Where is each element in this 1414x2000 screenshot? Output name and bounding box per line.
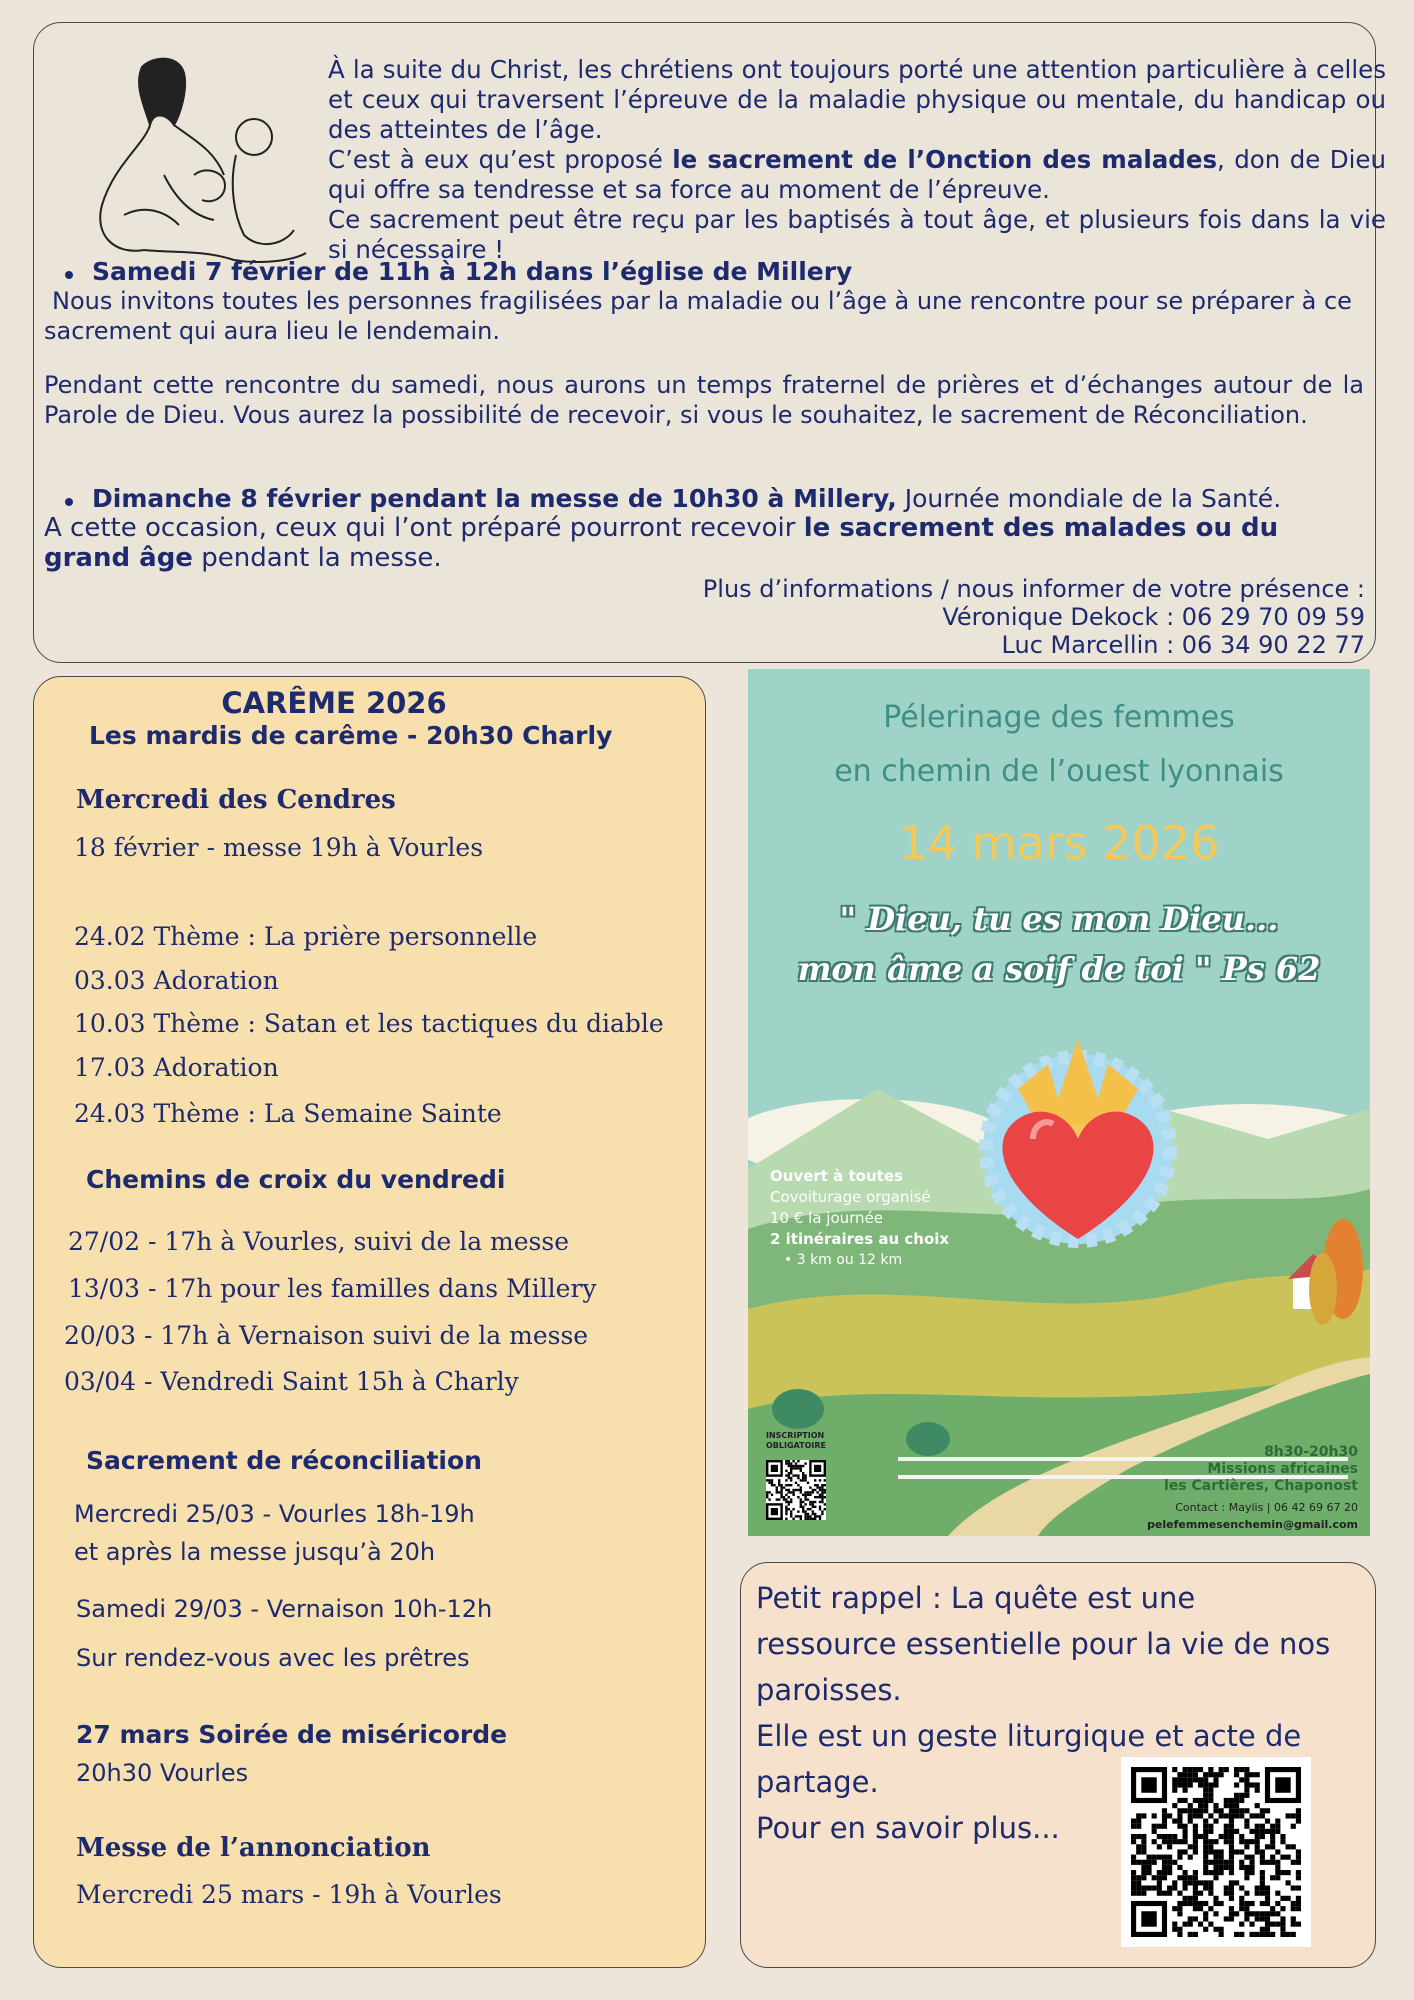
reconciliation-line: Sur rendez-vous avec les prêtres (76, 1644, 470, 1672)
croix-item: 27/02 - 17h à Vourles, suivi de la messe (68, 1227, 570, 1256)
reconciliation-heading: Sacrement de réconciliation (86, 1446, 482, 1475)
illustration-christ-healing-icon (84, 55, 314, 270)
poster-place: les Cartières, Chaponost (1164, 1478, 1358, 1494)
careme-title: CARÊME 2026 (221, 686, 447, 720)
poster-itineraires: 2 itinéraires au choix (770, 1230, 950, 1248)
info-text: Plus d’informations / nous informer de votre présence : (702, 575, 1365, 603)
bullet-samedi-text: Nous invitons toutes les personnes fragilisées par la maladie ou l’âge à une rencontre pour se préparer à ce sacrement qui aura lieu le lendemain. (44, 287, 1352, 345)
samedi-paragraph: Pendant cette rencontre du samedi, nous aurons un temps fraternel de prières et d’échanges autour de la Parole de Dieu. Vous aurez la possibilité de recevoir, si vous le souhaitez, le sacrement de Réconciliation. (44, 371, 1364, 429)
mardi-item: 17.03 Adoration (74, 1053, 279, 1082)
contact-dekock: Véronique Dekock : 06 29 70 09 59 (942, 603, 1365, 631)
mardi-item: 03.03 Adoration (74, 966, 279, 995)
careme-section (33, 676, 706, 1968)
poster-title-line: en chemin de l’ouest lyonnais (834, 754, 1284, 789)
croix-heading: Chemins de croix du vendredi (86, 1165, 506, 1194)
careme-subtitle: Les mardis de carême - 20h30 Charly (89, 721, 613, 750)
bullet-dot (65, 498, 73, 506)
bullet-dot (65, 271, 73, 279)
rappel-line[interactable]: Pour en savoir plus... (756, 1811, 1060, 1845)
misericorde-line: 20h30 Vourles (76, 1759, 249, 1787)
poster-open: Ouvert à toutes (770, 1167, 903, 1185)
cendres-line: 18 février - messe 19h à Vourles (74, 833, 484, 862)
rappel-line: Petit rappel : La quête est une (756, 1581, 1196, 1615)
rappel-line: ressource essentielle pour la vie de nos (756, 1627, 1331, 1661)
mardi-item: 24.03 Thème : La Semaine Sainte (74, 1099, 502, 1128)
reconciliation-line: Samedi 29/03 - Vernaison 10h-12h (76, 1595, 493, 1623)
rappel-line: partage. (756, 1765, 879, 1799)
poster-place: Missions africaines (1207, 1461, 1358, 1477)
quete-rappel-section (740, 1562, 1376, 1968)
croix-item: 13/03 - 17h pour les familles dans Millery (68, 1274, 597, 1303)
annonciation-heading: Messe de l’annonciation (76, 1833, 431, 1863)
intro-text: À la suite du Christ, les chrétiens ont toujours porté une attention particulière à celles et ceux qui traversent l’épreuve de la maladie physique ou mentale, du handicap ou des atteintes de l’âge. C’est à eux qu’est proposé le sacrement de l’Onction des malades, don de Dieu qui offre sa tendresse et sa force au moment de l’épreuve. Ce sacrement peut être reçu par les baptisés à tout âge, et plusieurs fois dans la vie si nécessaire ! (328, 55, 1386, 264)
pelerinage-poster (748, 669, 1370, 1536)
onction-section (33, 22, 1386, 663)
mardi-item: 24.02 Thème : La prière personnelle (74, 922, 538, 951)
quete-qr-wrap (1121, 1757, 1311, 1947)
croix-item: 20/03 - 17h à Vernaison suivi de la messe (64, 1321, 589, 1350)
reconciliation-line: Mercredi 25/03 - Vourles 18h-19h (74, 1500, 475, 1528)
reconciliation-line: et après la messe jusqu’à 20h (74, 1538, 436, 1566)
bullet-dimanche: Dimanche 8 février pendant la messe de 10h30 à Millery, Journée mondiale de la Santé. (92, 484, 1282, 513)
poster-covoit: Covoiturage organisé (770, 1188, 931, 1206)
poster-inscription: OBLIGATOIRE (766, 1441, 826, 1450)
poster-itineraires-option: • 3 km ou 12 km (784, 1252, 903, 1268)
occasion-text: A cette occasion, ceux qui l’ont préparé pourront recevoir le sacrement des malades ou du grand âge pendant la messe. (44, 513, 1279, 573)
poster-contact: Contact : Maylis | 06 42 69 67 20 (1175, 1501, 1358, 1514)
quete-qr-code-icon[interactable] (1131, 1767, 1301, 1937)
poster-qr-code-icon[interactable] (766, 1460, 826, 1520)
rappel-line: Elle est un geste liturgique et acte de (756, 1719, 1302, 1753)
poster-hours: 8h30-20h30 (1264, 1444, 1358, 1460)
poster-date: 14 mars 2026 (898, 816, 1220, 870)
poster-quote-line: " Dieu, tu es mon Dieu... (839, 900, 1279, 938)
cendres-heading: Mercredi des Cendres (76, 785, 396, 815)
poster-title-line: Pélerinage des femmes (883, 700, 1235, 735)
mardi-item: 10.03 Thème : Satan et les tactiques du diable (74, 1009, 664, 1038)
misericorde-heading: 27 mars Soirée de miséricorde (76, 1720, 508, 1749)
contact-marcellin: Luc Marcellin : 06 34 90 22 77 (1001, 631, 1365, 659)
poster-quote-line: mon âme a soif de toi " Ps 62 (797, 950, 1321, 988)
croix-item: 03/04 - Vendredi Saint 15h à Charly (64, 1367, 519, 1396)
poster-email[interactable]: pelefemmesenchemin@gmail.com (1147, 1518, 1358, 1531)
bullet-samedi-title: Samedi 7 février de 11h à 12h dans l’église de Millery (92, 257, 853, 286)
poster-price: 10 € la journée (770, 1209, 884, 1227)
poster-inscription: INSCRIPTION (766, 1431, 825, 1440)
rappel-line: paroisses. (756, 1673, 902, 1707)
annonciation-line: Mercredi 25 mars - 19h à Vourles (76, 1880, 502, 1909)
poster-landscape-illustration (748, 669, 1370, 1536)
